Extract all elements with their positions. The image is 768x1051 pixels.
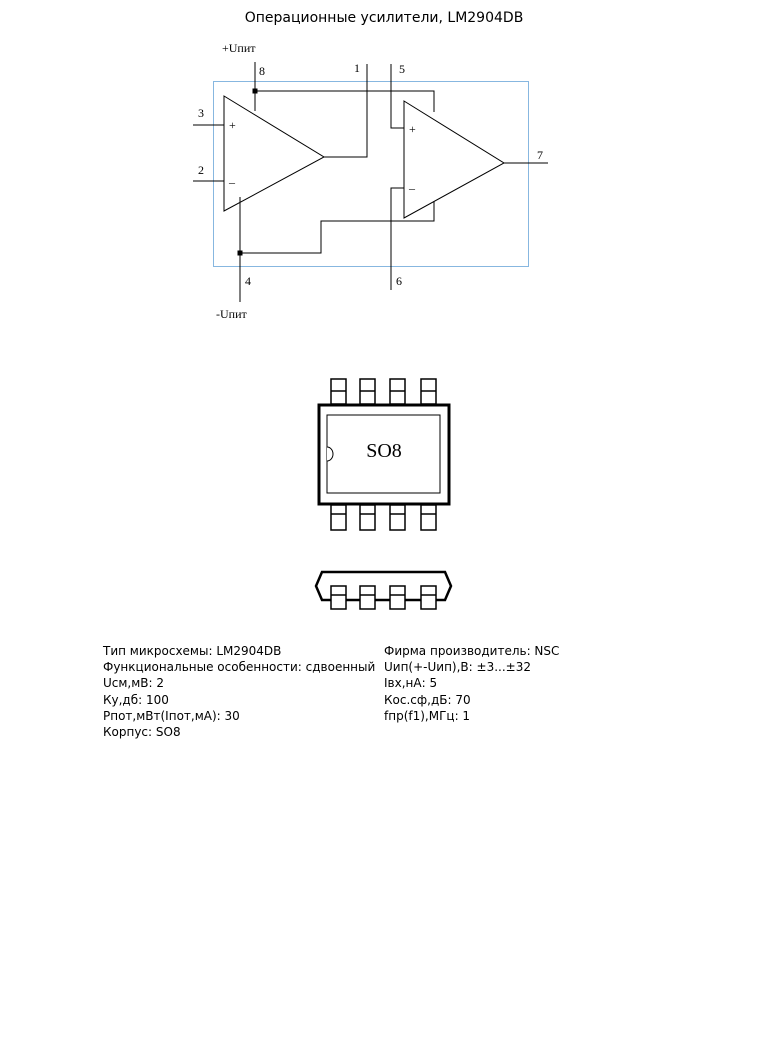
pin-5-label: 5: [399, 62, 405, 76]
opamp-schematic: [193, 62, 548, 302]
pin-7-label: 7: [537, 148, 543, 162]
spec-chip-type: Тип микросхемы: LM2904DB: [103, 644, 282, 658]
pin-1-label: 1: [354, 61, 360, 75]
spec-gain: Ку,дб: 100: [103, 692, 169, 707]
opamp-1-plus-label: +: [229, 118, 236, 132]
junction-dot-pin8: [253, 89, 258, 94]
package-label: SO8: [366, 440, 402, 462]
pin-2-label: 2: [198, 163, 204, 177]
page-title: Операционные усилители, LM2904DB: [244, 10, 524, 26]
opamp-1-minus-label: –: [229, 175, 235, 189]
spec-features: Функциональные особенности: сдвоенный: [103, 660, 376, 675]
pin-6-label: 6: [396, 274, 402, 288]
supply-neg-label: -Uпит: [216, 307, 247, 321]
junction-dot-pin4: [238, 251, 243, 256]
spec-bandwidth: fпр(f1),МГц: 1: [384, 708, 471, 723]
spec-manufacturer: Фирма производитель: NSC: [384, 644, 560, 658]
supply-pos-bus: [255, 91, 434, 112]
so8-package-side-view: [316, 572, 451, 609]
opamp-1-triangle: [224, 96, 324, 211]
chip-outline-frame: [214, 82, 529, 267]
spec-offset-voltage: Uсм,мВ: 2: [103, 676, 165, 691]
spec-cmrr: Кос.сф,дБ: 70: [384, 692, 471, 707]
supply-neg-bus: [240, 201, 434, 253]
opamp-2-plus-label: +: [409, 122, 416, 136]
spec-package: Корпус: SO8: [103, 724, 181, 739]
spec-input-current: Iвх,нА: 5: [384, 676, 438, 691]
pin-3-label: 3: [198, 106, 204, 120]
spec-power: Pпот,мВт(Iпот,мА): 30: [103, 708, 240, 723]
spec-supply-voltage: Uип(+-Uип),В: ±3...±32: [384, 660, 531, 675]
specs-left-column: [103, 643, 375, 740]
bottom-pins: [331, 505, 436, 530]
opamp-2-minus-label: –: [409, 181, 415, 195]
supply-pos-label: +Uпит: [222, 41, 256, 55]
pin-1-wire: [324, 64, 367, 157]
top-pins: [331, 379, 436, 404]
pin-8-label: 8: [259, 64, 265, 78]
specs-right-column: [384, 643, 559, 724]
opamp-2-triangle: [404, 101, 504, 218]
pin-4-label: 4: [245, 274, 251, 288]
